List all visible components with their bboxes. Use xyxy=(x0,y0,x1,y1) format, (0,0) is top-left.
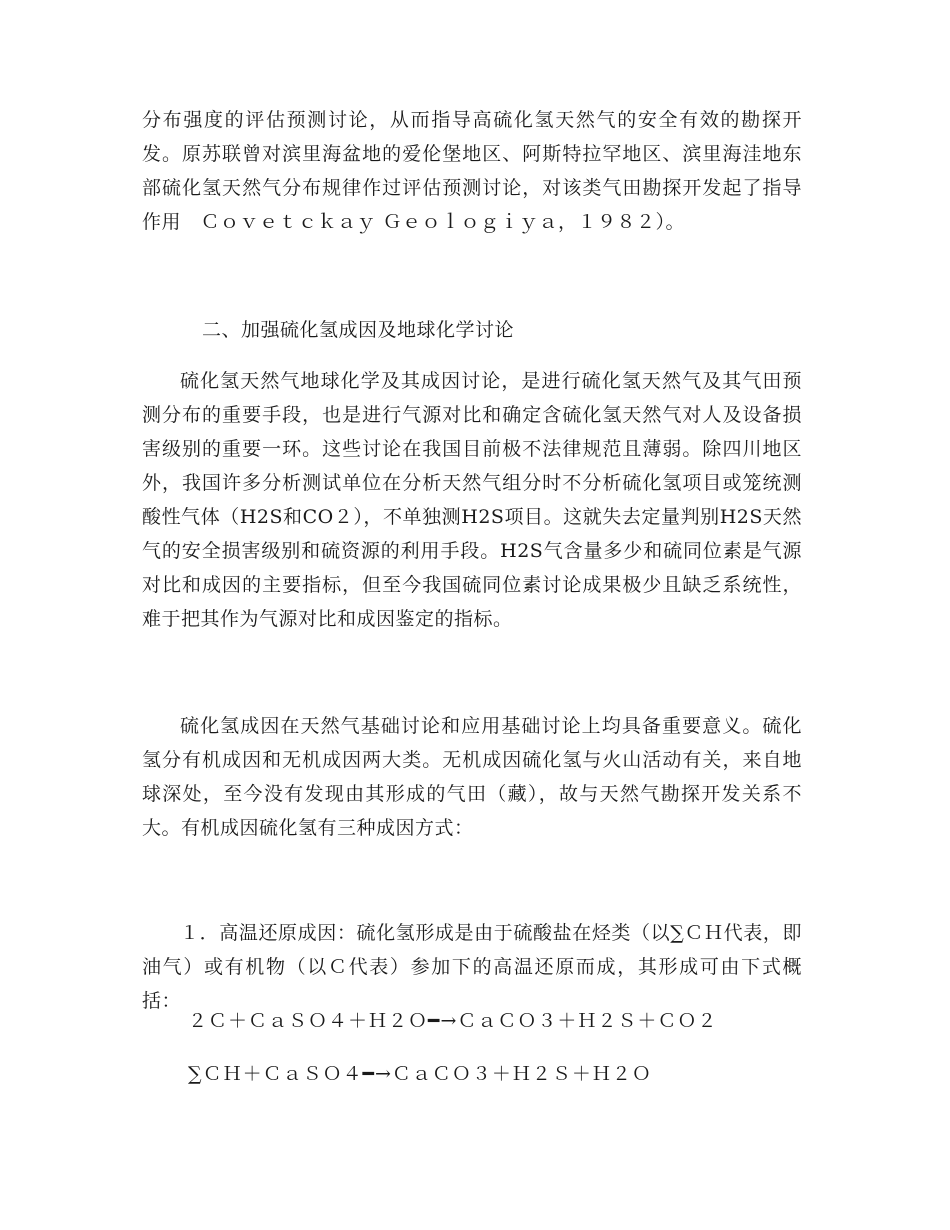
paragraph-geochemistry: 硫化氢天然气地球化学及其成因讨论，是进行硫化氢天然气及其气田预测分布的重要手段，也是进行气源对比和确定含硫化氢天然气对人及设备损害级别的重要一环。这些讨论在我国目前极不法律规范且薄弱。除四川地区外，我国许多分析测试单位在分析天然气组分时不分析硫化氢项目或笼统测酸性气体（H2S和CO２），不单独测H2S项目。这就失去定量判别H2S天然气的安全损害级别和硫资源的利用手段。H2S气含量多少和硫同位素是气源对比和成因的主要指标，但至今我国硫同位素讨论成果极少且缺乏系统性，难于把其作为气源对比和成因鉴定的指标。 xyxy=(142,370,802,630)
section-heading: 二、加强硫化氢成因及地球化学讨论 xyxy=(202,319,515,341)
equation-1: ２Ｃ＋ＣａＳＯ４＋Ｈ２Ｏ━→ＣａＣＯ３＋Ｈ２Ｓ＋ＣＯ２ xyxy=(188,1010,718,1032)
paragraph-origin: 硫化氢成因在天然气基础讨论和应用基础讨论上均具备重要意义。硫化氢分有机成因和无机成因两大类。无机成因硫化氢与火山活动有关，来自地球深处，至今没有发现由其形成的气田（藏），故与天然气勘探开发关系不大。有机成因硫化氢有三种成因方式： xyxy=(142,715,802,839)
paragraph-intro-continuation: 分布强度的评估预测讨论，从而指导高硫化氢天然气的安全有效的勘探开发。原苏联曾对滨里海盆地的爱伦堡地区、阿斯特拉罕地区、滨里海洼地东部硫化氢天然气分布规律作过评估预测讨论，对该类气田勘探开发起了指导作用 Ｃｏｖｅｔｃｋａｙ Ｇｅｏｌｏｇｉｙａ，１９８２）。 xyxy=(142,109,802,233)
equation-2: ∑ＣＨ＋ＣａＳＯ４━→ＣａＣＯ３＋Ｈ２Ｓ＋Ｈ２Ｏ xyxy=(188,1063,652,1085)
paragraph-high-temperature-reduction: １．高温还原成因：硫化氢形成是由于硫酸盐在烃类（以∑ＣＨ代表，即油气）或有机物（以Ｃ代表）参加下的高温还原而成，其形成可由下式概括： xyxy=(142,922,802,1012)
